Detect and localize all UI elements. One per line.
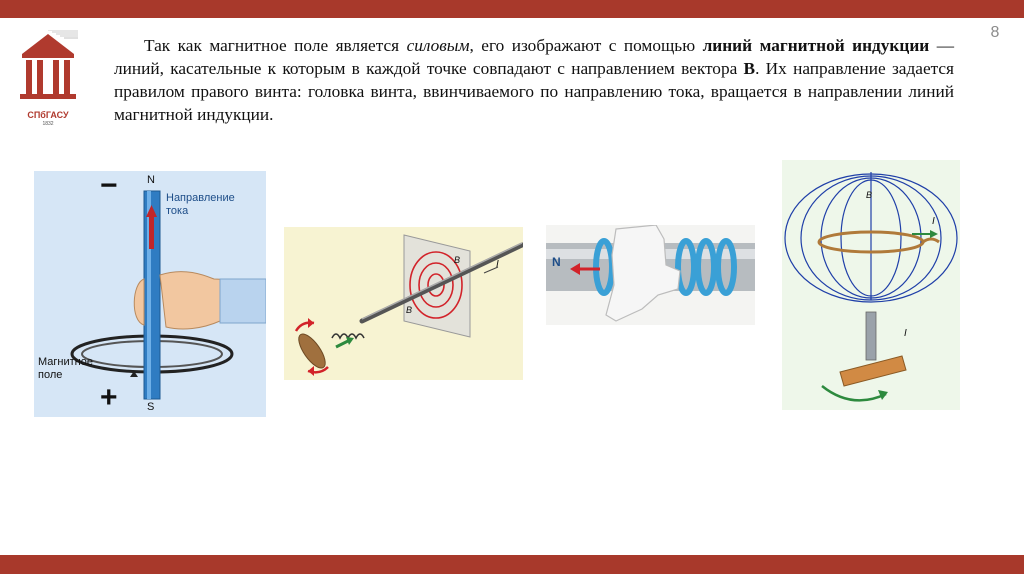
north-label: N: [147, 174, 155, 186]
text-run: — линий, касательные к которым в каждой точке совпадают с направлением вектора: [114, 36, 954, 78]
figure-hand-on-conductor: [34, 171, 266, 417]
magnetic-field-label: Магнитное поле: [38, 356, 93, 381]
b-vector-label-top: B: [454, 255, 461, 265]
current-label: I: [496, 259, 499, 270]
logo-subtext: 1832: [42, 121, 54, 127]
bold-term: линий магнитной индукции: [702, 36, 930, 55]
logo-text: СПбГАСУ: [27, 110, 69, 120]
current-direction-label: Направление тока: [166, 192, 235, 217]
italic-term: силовым: [406, 36, 470, 55]
text-run: . Их направление задается правилом правого винта: головка винта, ввинчиваемого по направлению тока, вращается в направлении линий магнитной индукции.: [114, 59, 954, 124]
main-paragraph: [114, 34, 954, 126]
text-run: Так как магнитное поле является: [144, 36, 407, 55]
minus-sign: −: [100, 169, 118, 202]
figure-coil-field: [782, 160, 960, 410]
bottom-bar: [0, 555, 1024, 574]
figure-hand-on-coil: [546, 225, 755, 325]
vector-symbol: B: [743, 59, 756, 78]
b-vector-label-bottom: B: [406, 305, 413, 315]
figure-screw-rule: [284, 227, 523, 380]
text-run: , его изображают с помощью: [469, 36, 703, 55]
university-logo: [18, 30, 78, 130]
hand-coil-illustration: [546, 225, 755, 325]
north-label: N: [552, 255, 561, 269]
top-bar: [0, 0, 1024, 18]
page-number: 8: [990, 24, 1000, 41]
screw-rule-illustration: [284, 227, 523, 380]
south-label: S: [147, 401, 155, 413]
current-label-coil: I: [932, 216, 935, 227]
plus-sign: +: [100, 381, 118, 414]
b-vector-label: B: [866, 190, 873, 200]
building-logo-icon: [18, 30, 78, 110]
current-label-screw: I: [904, 328, 907, 339]
